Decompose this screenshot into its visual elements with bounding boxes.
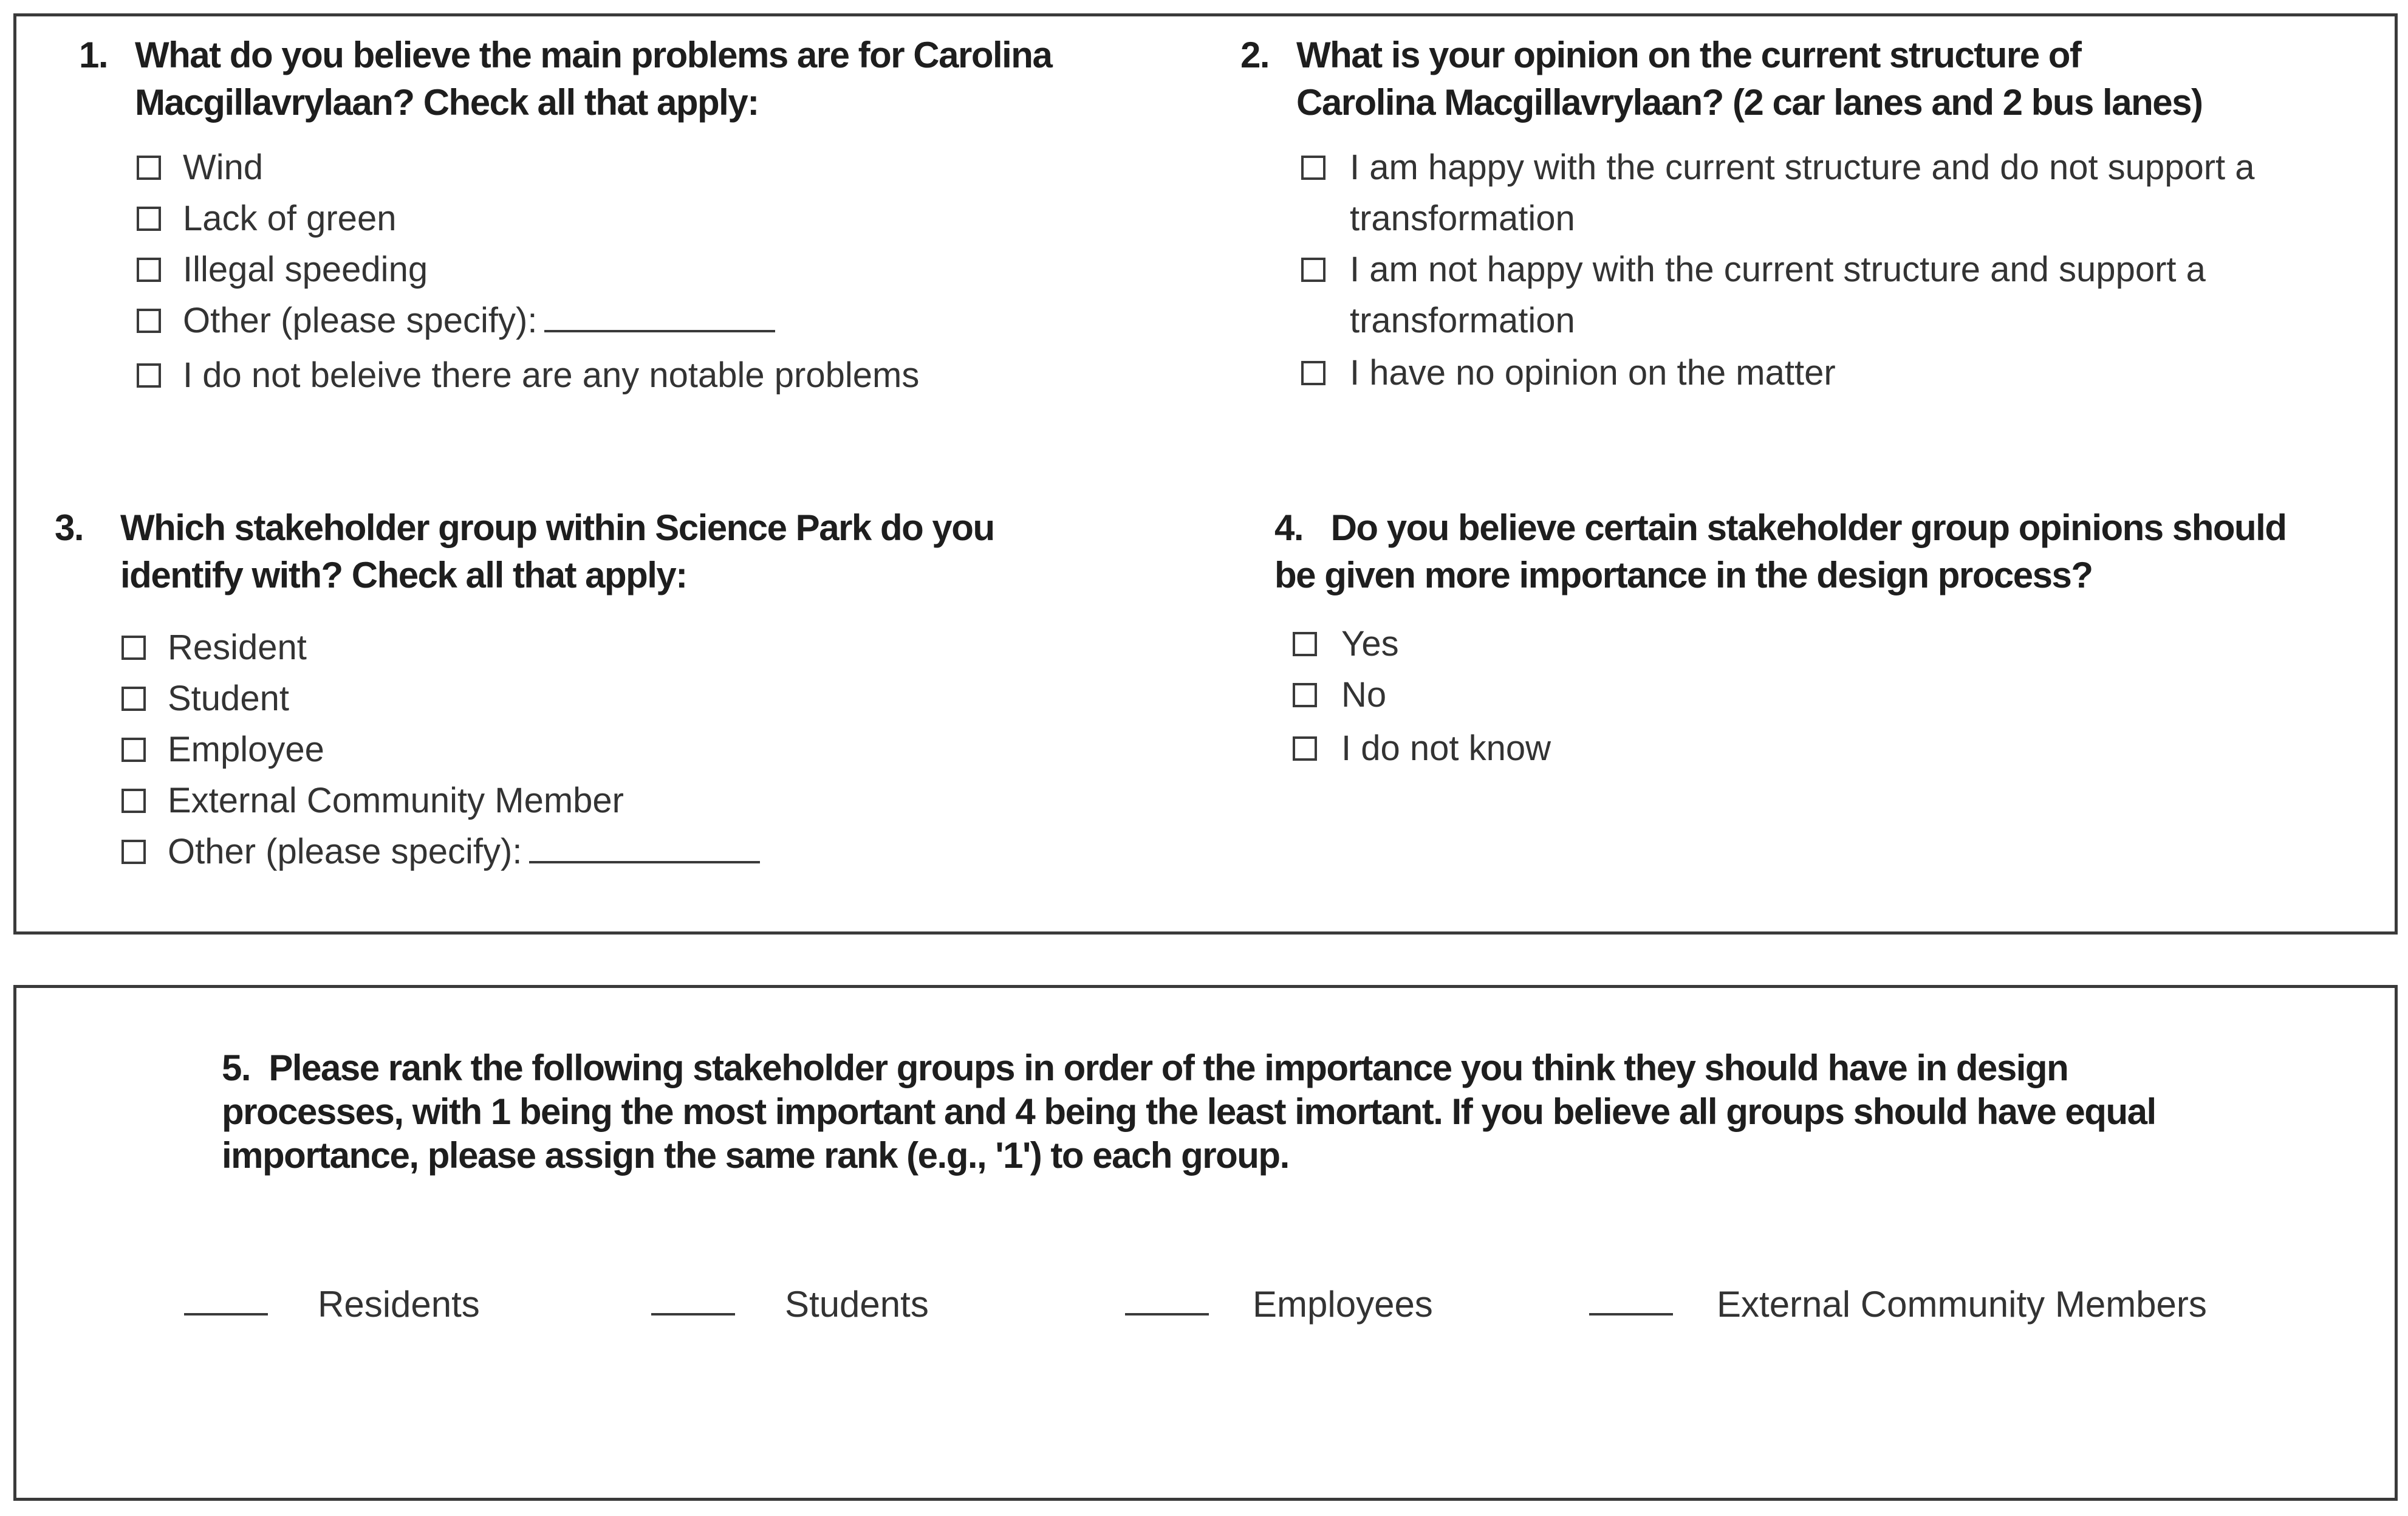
q2-option-happy[interactable]: [1301, 142, 2334, 244]
q2-checkbox-happy[interactable]: [1301, 156, 1325, 180]
q1-checkbox-lack-of-green[interactable]: [137, 207, 161, 231]
question-2: [1240, 32, 2225, 126]
q3-option-other[interactable]: [121, 826, 760, 877]
question-5-number: 5.: [222, 1048, 251, 1088]
rank-label: Employees: [1253, 1284, 1433, 1325]
q2-option-label: I have no opinion on the matter: [1350, 353, 1836, 393]
rank-blank-external-community-members[interactable]: [1589, 1313, 1673, 1315]
q3-option-label: Student: [168, 679, 289, 718]
question-4-text: Do you believe certain stakeholder group opinions should be given more importance in the design process?: [1274, 507, 2287, 595]
q3-checkbox-other[interactable]: [121, 840, 146, 864]
rank-blank-residents[interactable]: [184, 1313, 268, 1315]
q1-option-label: Other (please specify):: [183, 301, 538, 340]
q4-checkbox-no[interactable]: [1293, 683, 1317, 707]
q3-option-label: Other (please specify):: [168, 832, 522, 871]
q1-checkbox-no-problems[interactable]: [137, 363, 161, 388]
question-1-number: 1.: [79, 35, 108, 75]
q2-checkbox-not-happy[interactable]: [1301, 258, 1325, 282]
q4-checkbox-yes[interactable]: [1293, 632, 1317, 656]
q1-option-wind[interactable]: [137, 142, 263, 193]
q2-option-label: I am happy with the current structure and do not support a transformation: [1350, 148, 2255, 238]
q3-option-external-community[interactable]: [121, 775, 624, 826]
q2-option-label: I am not happy with the current structure and support a transformation: [1350, 250, 2206, 340]
q3-option-employee[interactable]: [121, 724, 324, 775]
q4-option-label: No: [1341, 675, 1387, 715]
q4-option-yes[interactable]: [1293, 619, 1399, 670]
q4-option-label: Yes: [1341, 624, 1399, 664]
q4-option-no[interactable]: [1293, 670, 1386, 721]
q4-option-do-not-know[interactable]: [1293, 723, 1551, 774]
q1-option-label: Illegal speeding: [183, 250, 428, 289]
rank-blank-employees[interactable]: [1125, 1313, 1209, 1315]
question-2-text: What is your opinion on the current structure of Carolina Macgillavrylaan? (2 car lanes and 2 bus lanes): [1296, 35, 2203, 123]
rank-blank-students[interactable]: [651, 1313, 735, 1315]
rank-item-employees: [1125, 1279, 1433, 1330]
q1-option-other[interactable]: [137, 295, 775, 346]
rank-item-students: [651, 1279, 929, 1330]
q1-option-lack-of-green[interactable]: [137, 193, 396, 244]
rank-label: Residents: [318, 1284, 480, 1325]
q1-option-label: Wind: [183, 148, 264, 187]
q1-option-label: I do not beleive there are any notable problems: [183, 355, 920, 395]
question-5: [222, 1046, 2226, 1178]
q1-option-no-problems[interactable]: [137, 350, 919, 401]
question-4-text-block: [1274, 504, 2307, 599]
q3-other-specify-line[interactable]: [529, 829, 760, 863]
q1-checkbox-other[interactable]: [137, 309, 161, 333]
question-4: [1274, 504, 2307, 599]
q1-checkbox-wind[interactable]: [137, 156, 161, 180]
q1-option-illegal-speeding[interactable]: [137, 244, 428, 295]
q3-option-label: External Community Member: [168, 781, 624, 820]
question-5-text: Please rank the following stakeholder groups in order of the importance you think they should have in design processes, with 1 being the most important and 4 being the least imortant. If you believe all groups should have equal importance, please assign the same rank (e.g., '1') to each group.: [222, 1048, 2156, 1176]
q3-option-label: Employee: [168, 730, 324, 769]
q4-option-label: I do not know: [1341, 729, 1551, 768]
q2-option-not-happy[interactable]: [1301, 244, 2334, 346]
q3-checkbox-external-community[interactable]: [121, 789, 146, 813]
rank-label: Students: [785, 1284, 929, 1325]
q3-option-student[interactable]: [121, 673, 289, 724]
q2-checkbox-no-opinion[interactable]: [1301, 361, 1325, 385]
question-3: [55, 504, 1027, 599]
q3-option-resident[interactable]: [121, 622, 307, 673]
question-3-text: Which stakeholder group within Science Park do you identify with? Check all that apply:: [120, 507, 994, 595]
question-3-number: 3.: [55, 507, 84, 548]
question-1-text: What do you believe the main problems are for Carolina Macgillavrylaan? Check all that apply:: [135, 35, 1052, 123]
question-1: [79, 32, 1081, 126]
q3-checkbox-employee[interactable]: [121, 738, 146, 762]
rank-item-residents: [184, 1279, 480, 1330]
rank-label: External Community Members: [1717, 1284, 2207, 1325]
q1-checkbox-illegal-speeding[interactable]: [137, 258, 161, 282]
q4-checkbox-do-not-know[interactable]: [1293, 736, 1317, 761]
q3-checkbox-resident[interactable]: [121, 636, 146, 660]
rank-item-external-community-members: [1589, 1279, 2207, 1330]
q1-other-specify-line[interactable]: [544, 298, 775, 332]
question-4-number: 4.: [1274, 507, 1304, 548]
q1-option-label: Lack of green: [183, 199, 397, 238]
question-2-number: 2.: [1240, 35, 1270, 75]
q2-option-no-opinion[interactable]: [1301, 348, 1836, 399]
q3-option-label: Resident: [168, 628, 307, 667]
q3-checkbox-student[interactable]: [121, 687, 146, 711]
